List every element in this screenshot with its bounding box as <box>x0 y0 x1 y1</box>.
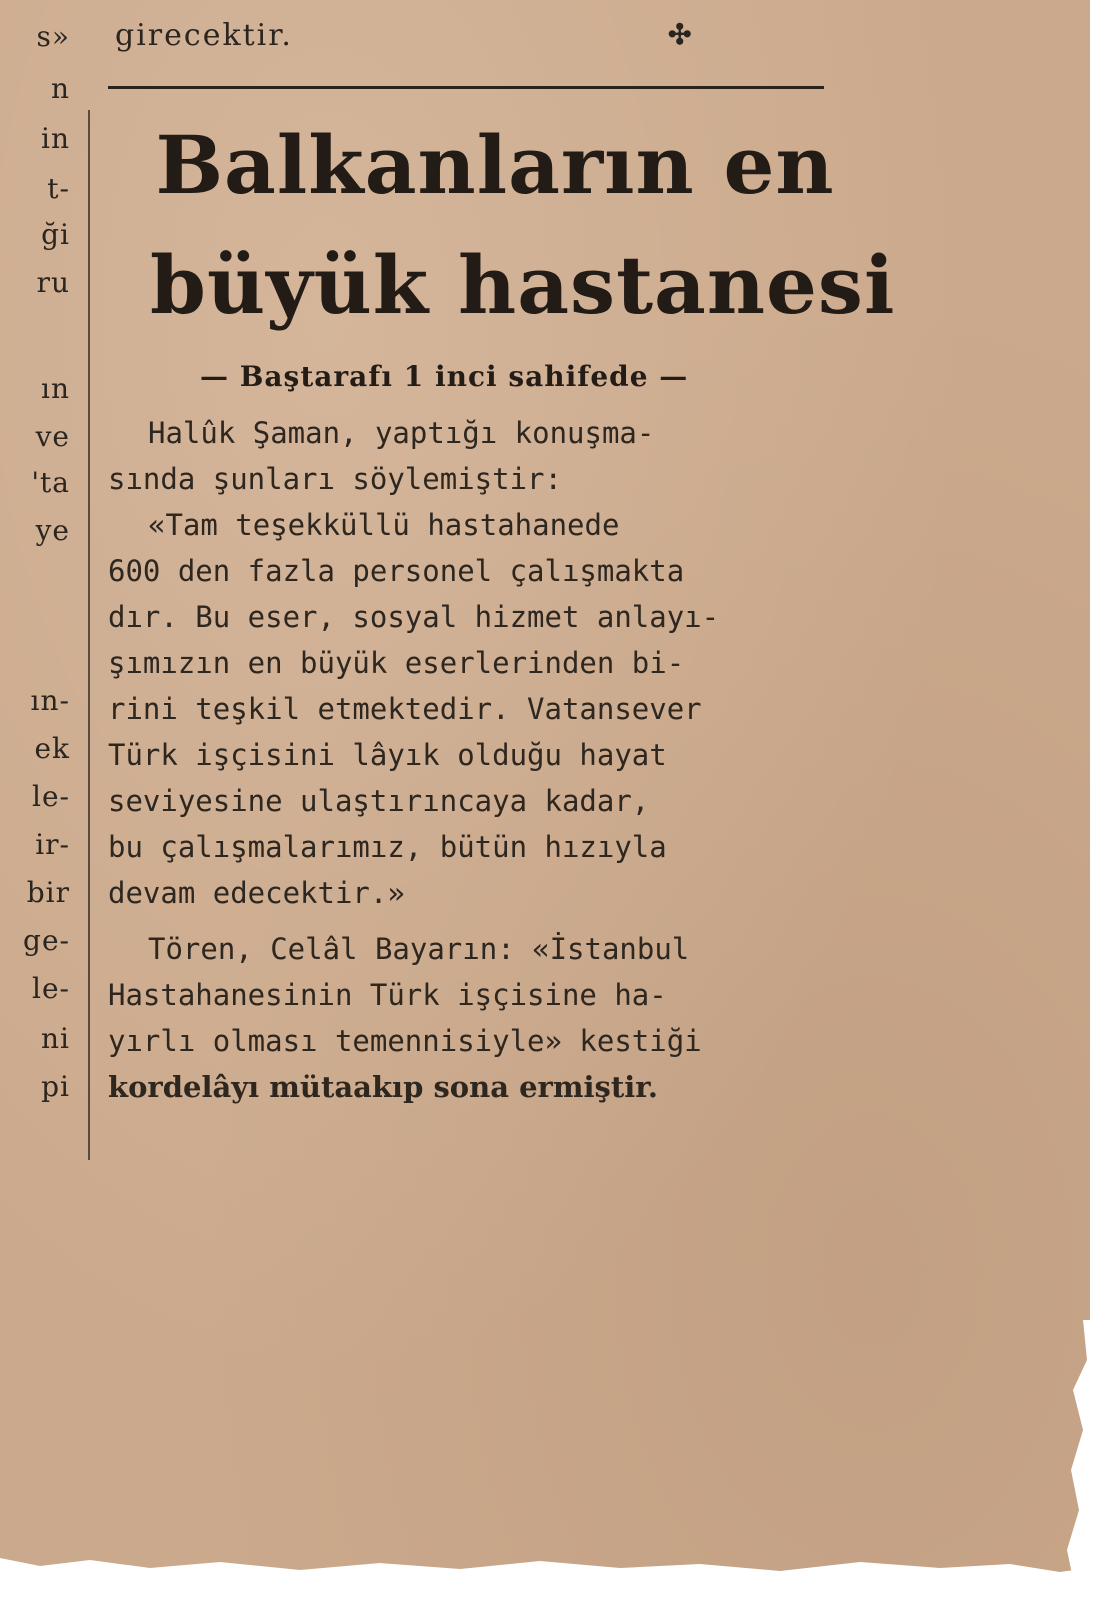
fragment-text: s» <box>36 20 70 53</box>
headline-line-2: büyük hastanesi <box>150 238 896 332</box>
column-divider <box>88 110 90 1160</box>
text-line: şımızın en büyük eserlerinden bi- <box>108 646 685 680</box>
continuation-note: — Baştarafı 1 inci sahifede — <box>200 360 689 393</box>
fragment-text: ek <box>34 732 70 765</box>
fragment-text: ge- <box>23 924 70 957</box>
text-line: 600 den fazla personel çalışmakta <box>108 554 685 588</box>
text-line: kordelâyı mütaakıp sona ermiştir. <box>108 1070 658 1104</box>
fragment-text: ir- <box>35 828 70 861</box>
article-body <box>108 410 838 1110</box>
headline-line-1: Balkanların en <box>155 118 835 212</box>
fragment-text: n <box>50 72 70 105</box>
fragment-text: le- <box>32 780 70 813</box>
ink-mark: ✣ <box>668 18 692 51</box>
fragment-text: in <box>41 122 70 155</box>
previous-article-tail: girecektir. <box>115 18 293 53</box>
text-line: devam edecektir.» <box>108 876 405 910</box>
text-line: dır. Bu eser, sosyal hizmet anlayı- <box>108 600 720 634</box>
text-line: Hastahanesinin Türk işçisine ha- <box>108 978 667 1012</box>
paragraph <box>108 410 838 502</box>
text-line: seviyesine ulaştırıncaya kadar, <box>108 784 650 818</box>
paragraph <box>108 502 838 916</box>
fragment-text: pi <box>41 1070 70 1103</box>
text-line: «Tam teşekküllü hastahanede <box>148 508 620 542</box>
fragment-text: ni <box>41 1022 70 1055</box>
fragment-text: 'ta <box>31 466 70 499</box>
fragment-text: le- <box>32 972 70 1005</box>
paragraph <box>108 926 838 1110</box>
text-line: Türk işçisini lâyık olduğu hayat <box>108 738 667 772</box>
text-line: Halûk Şaman, yaptığı konuşma- <box>148 416 655 450</box>
torn-paper-edge <box>0 1558 1103 1598</box>
fragment-text: ın- <box>30 684 70 717</box>
fragment-text: bir <box>26 876 70 909</box>
fragment-text: t- <box>47 172 70 205</box>
fragment-text: ın <box>41 372 70 405</box>
text-line: yırlı olması temennisiyle» kestiği <box>108 1024 702 1058</box>
text-line: Tören, Celâl Bayarın: «İstanbul <box>148 932 690 966</box>
headline-rule <box>108 86 824 89</box>
fragment-text: ye <box>35 514 70 547</box>
fragment-text: ği <box>41 218 70 251</box>
text-line: rini teşkil etmektedir. Vatansever <box>108 692 702 726</box>
fragment-text: ru <box>36 266 70 299</box>
article-headline <box>150 105 896 345</box>
adjacent-column-fragment <box>0 20 88 1170</box>
fragment-text: ve <box>35 420 70 453</box>
text-line: bu çalışmalarımız, bütün hızıyla <box>108 830 667 864</box>
torn-paper-edge-right <box>1043 1320 1103 1598</box>
text-line: sında şunları söylemiştir: <box>108 462 562 496</box>
